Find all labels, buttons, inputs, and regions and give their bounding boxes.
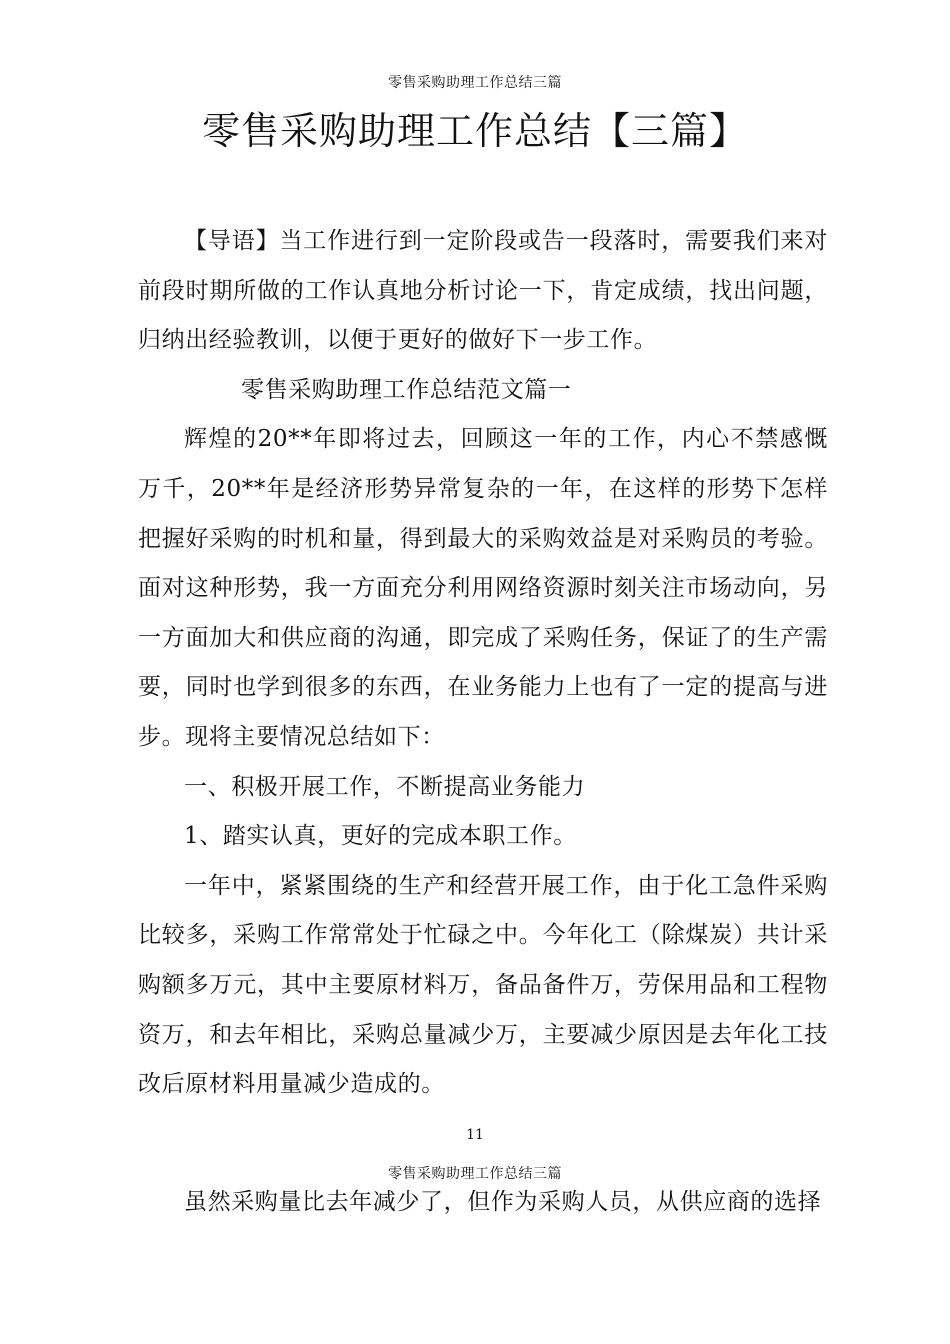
paragraph: 虽然采购量比去年减少了，但作为采购人员，从供应商的选择	[184, 1189, 822, 1215]
heading-level-1: 一、积极开展工作，不断提高业务能力	[184, 773, 586, 800]
running-header: 零售采购助理工作总结三篇	[388, 75, 562, 91]
intro-paragraph: 【导语】当工作进行到一定阶段或告一段落时，需要我们来对前段时期所做的工作认真地分析讨论一下，肯定成绩，找出问题，归纳出经验教训，以便于更好的做好下一步工作。	[138, 228, 828, 354]
page-number: 11	[466, 1127, 484, 1143]
body-text-page-2	[138, 1178, 828, 1228]
paragraph: 一年中，紧紧围绕的生产和经营开展工作，由于化工急件采购比较多，采购工作常常处于忙碌之中。今年化工（除煤炭）共计采购额多万元，其中主要原材料万，备品备件万，劳保用品和工程物资万，和去年相比，采购总量减少万，主要减少原因是去年化工技改后原材料用量减少造成的。	[138, 872, 828, 1098]
body-text-page-1	[138, 217, 828, 1110]
paragraph: 辉煌的20**年即将过去，回顾这一年的工作，内心不禁感慨万千，20**年是经济形势异常复杂的一年，在这样的形势下怎样把握好采购的时机和量，得到最大的采购效益是对采购员的考验。面对这种形势，我一方面充分利用网络资源时刻关注市场动向，另一方面加大和供应商的沟通，即完成了采购任务，保证了的生产需要，同时也学到很多的东西，在业务能力上也有了一定的提高与进步。现将主要情况总结如下：	[138, 426, 828, 750]
document-title: 零售采购助理工作总结【三篇】	[201, 109, 748, 153]
section-title: 零售采购助理工作总结范文篇一	[241, 376, 572, 403]
running-header: 零售采购助理工作总结三篇	[388, 1166, 562, 1182]
heading-level-2: 1、踏实认真，更好的完成本职工作。	[184, 823, 577, 850]
